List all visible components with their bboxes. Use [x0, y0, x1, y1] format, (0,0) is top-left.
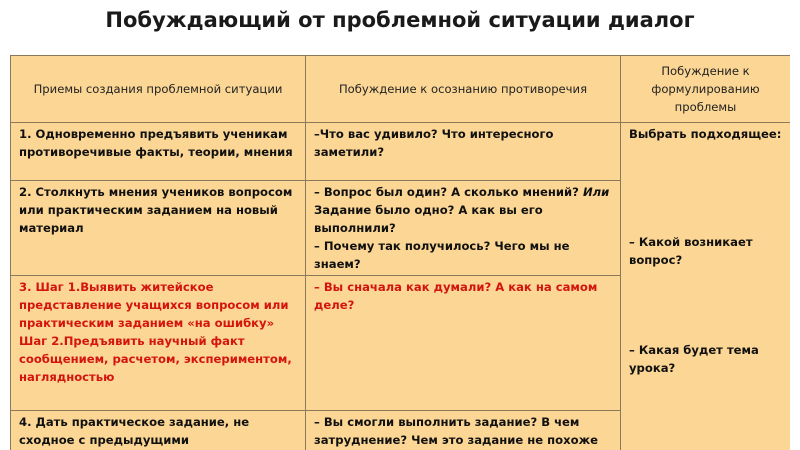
- table-header-row: [11, 56, 791, 123]
- page-title: Побуждающий от проблемной ситуации диалог: [105, 8, 695, 32]
- row2-emphasis-word: Или: [582, 185, 610, 199]
- row1-technique-cell: 1. Одновременно предъявить ученикам противоречивые факты, теории, мнения: [11, 123, 306, 181]
- table-row: [11, 123, 791, 181]
- header-cell-techniques: Приемы создания проблемной ситуации: [11, 56, 306, 123]
- row2-technique-cell: 2. Столкнуть мнения учеников вопросом или практическим заданием на новый материал: [11, 181, 306, 276]
- row3-step1-text: 3. Шаг 1.Выявить житейское представление учащихся вопросом или практическим заданием «на ошибку»: [19, 280, 289, 330]
- row2-prompt-cell: [306, 181, 621, 276]
- row3-technique-cell: [11, 276, 306, 411]
- header-cell-problem: Побуждение к формулированию проблемы: [621, 56, 791, 123]
- dialog-table-container: [10, 55, 790, 450]
- row4-technique-cell: 4. Дать практическое задание, не сходное с предыдущими: [11, 411, 306, 450]
- header-cell-contradiction: Побуждение к осознанию противоречия: [306, 56, 621, 123]
- row1-prompt-cell: –Что вас удивило? Что интересного заметили?: [306, 123, 621, 181]
- row2-prompt-line1: – Вопрос был один? А сколько мнений? Или Задание было одно? А как вы его выполнили?: [314, 185, 610, 235]
- dialog-table: [10, 55, 790, 450]
- question-prompt-text: – Какой возникает вопрос?: [629, 235, 753, 267]
- topic-prompt-text: – Какая будет тема урока?: [629, 343, 759, 375]
- row2-prompt-line2: – Почему так получилось? Чего мы не знаем?: [314, 239, 570, 271]
- row3-step2-text: Шаг 2.Предъявить научный факт сообщением, расчетом, экспериментом, наглядностью: [19, 334, 292, 384]
- row3-prompt-cell: – Вы сначала как думали? А как на самом деле?: [306, 276, 621, 411]
- row4-prompt-cell: – Вы смогли выполнить задание? В чем затруднение? Чем это задание не похоже: [306, 411, 621, 450]
- problem-formulation-cell: [621, 123, 791, 450]
- choose-suitable-text: Выбрать подходящее:: [629, 127, 782, 141]
